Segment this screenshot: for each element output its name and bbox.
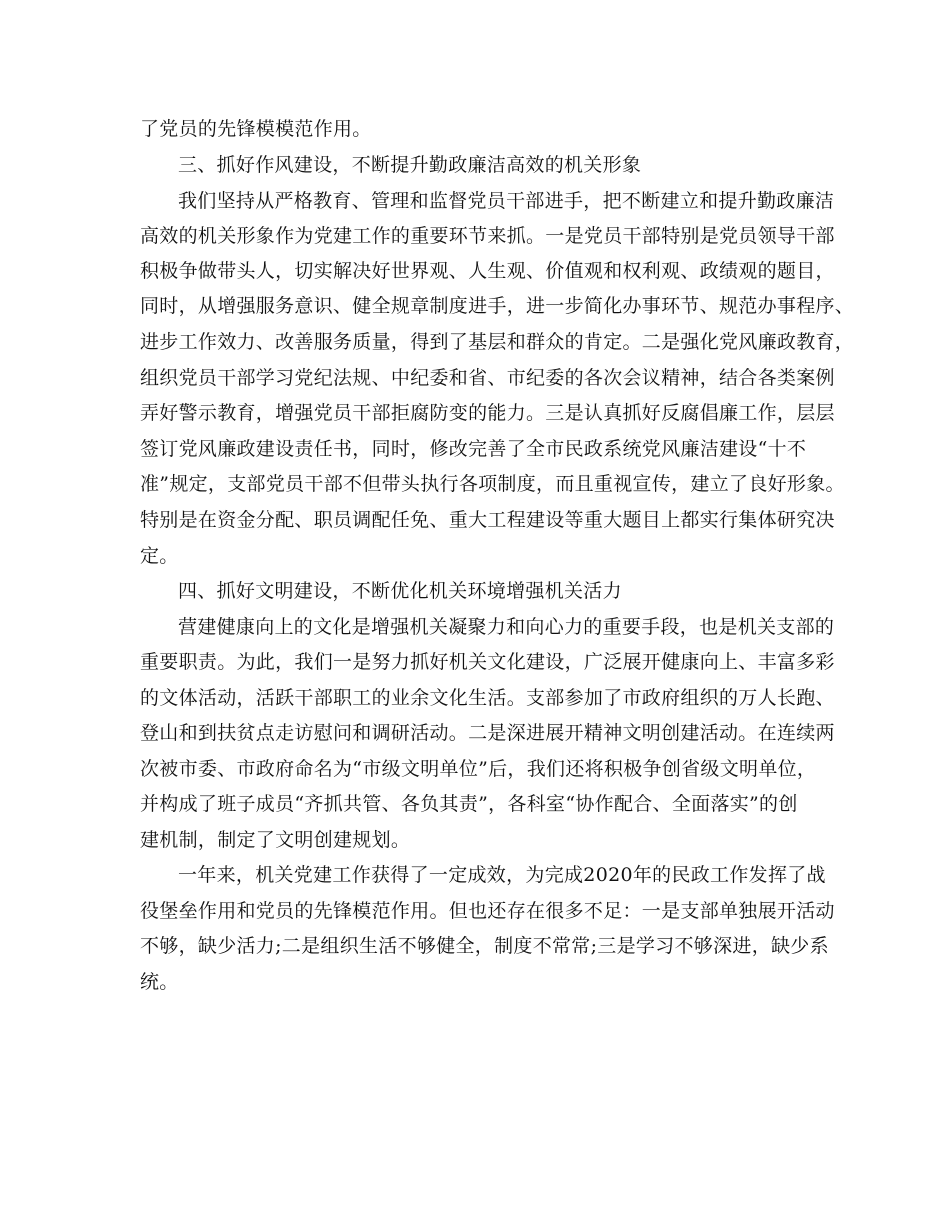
text-line: 登山和到扶贫点走访慰问和调研活动。二是深进展开精神文明创建活动。在连续两 (140, 722, 835, 744)
text-line: 积极争做带头人，切实解决好世界观、人生观、价值观和权利观、政绩观的题目， (140, 260, 835, 282)
text-line: 弄好警示教育，增强党员干部拒腐防变的能力。三是认真抓好反腐倡廉工作，层层 (140, 402, 835, 424)
text-line: 营建健康向上的文化是增强机关凝聚力和向心力的重要手段，也是机关支部的 (178, 616, 835, 638)
text-line: 同时，从增强服务意识、健全规章制度进手，进一步简化办事环节、规范办事程序、 (140, 295, 855, 317)
text-line: 签订党风廉政建设责任书，同时，修改完善了全市民政系统党风廉洁建设“十不 (140, 438, 807, 460)
text-line: 的文体活动，活跃干部职工的业余文化生活。支部参加了市政府组织的万人长跑、 (140, 687, 835, 709)
text-line: 定。 (140, 545, 179, 567)
text-line: 特别是在资金分配、职员调配任免、重大工程建设等重大题目上都实行集体研究决 (140, 509, 835, 531)
text-line: 高效的机关形象作为党建工作的重要环节来抓。一是党员干部特别是党员领导干部 (140, 225, 835, 247)
text-line: 一年来，机关党建工作获得了一定成效，为完成2020年的民政工作发挥了战 (178, 864, 826, 886)
text-line: 组织党员干部学习党纪法规、中纪委和省、市纪委的各次会议精神，结合各类案例 (140, 367, 835, 389)
text-line: 役堡垒作用和党员的先锋模范作用。但也还存在很多不足：一是支部单独展开活动 (140, 900, 835, 922)
text-line: 我们坚持从严格教育、管理和监督党员干部进手，把不断建立和提升勤政廉洁 (178, 190, 835, 212)
text-line: 统。 (140, 971, 179, 993)
text-line: 准”规定，支部党员干部不但带头执行各项制度，而且重视宣传，建立了良好形象。 (140, 473, 845, 495)
text-line: 不够，缺少活力;二是组织生活不够健全，制度不常常;三是学习不够深进，缺少系 (140, 935, 829, 957)
section-heading-4: 四、抓好文明建设，不断优化机关环境增强机关活力 (178, 580, 622, 602)
text-line: 重要职责。为此，我们一是努力抓好机关文化建设，广泛展开健康向上、丰富多彩 (140, 651, 835, 673)
text-line: 次被市委、市政府命名为“市级文明单位”后，我们还将积极争创省级文明单位， (140, 758, 817, 780)
text-line: 建机制，制定了文明创建规划。 (140, 829, 411, 851)
text-line: 并构成了班子成员“齐抓共管、各负其责”，各科室“协作配合、全面落实”的创 (140, 793, 798, 815)
text-line: 了党员的先锋模模范作用。 (140, 118, 372, 140)
section-heading-3: 三、抓好作风建设，不断提升勤政廉洁高效的机关形象 (178, 154, 642, 176)
text-line: 进步工作效力、改善服务质量，得到了基层和群众的肯定。二是强化党风廉政教育， (140, 331, 855, 353)
